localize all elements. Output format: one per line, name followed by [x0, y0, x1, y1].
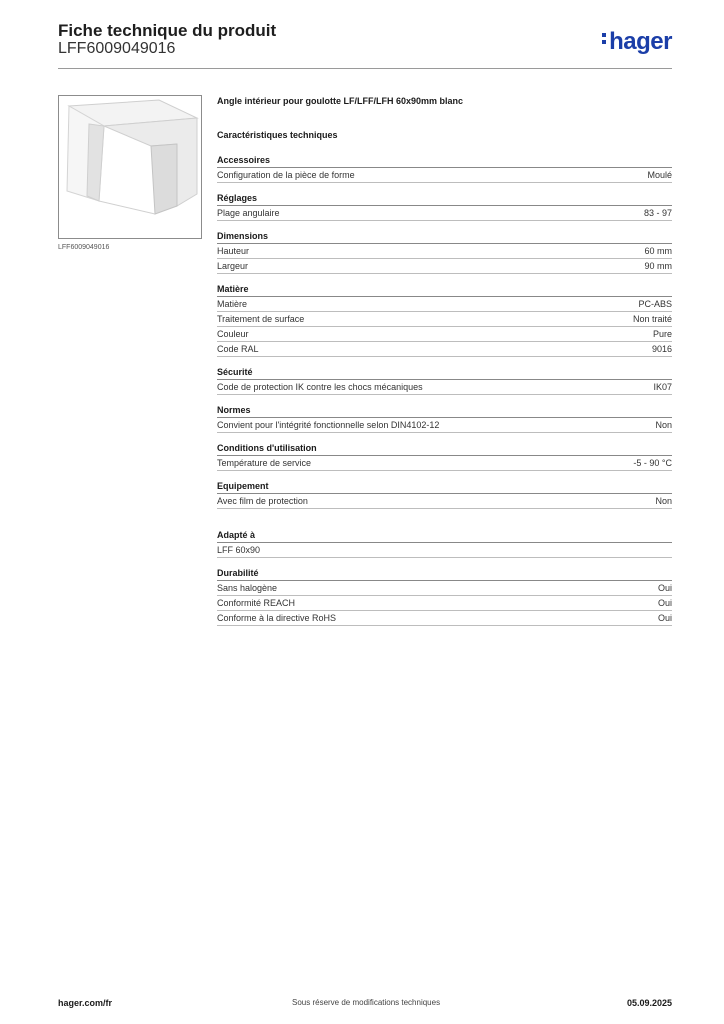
spec-group-conditions: [217, 443, 672, 471]
spec-row: [217, 418, 672, 433]
spec-row: [217, 581, 672, 596]
spec-row: [217, 206, 672, 221]
spec-row: [217, 327, 672, 342]
spec-group-normes: [217, 405, 672, 433]
spec-row: [217, 168, 672, 183]
footer-date: 05.09.2025: [626, 998, 672, 1008]
product-image: [58, 95, 202, 239]
hager-logo: [602, 28, 672, 56]
spec-label: Convient pour l'intégrité fonctionnelle selon DIN4102-12: [217, 420, 440, 430]
group-title: Réglages: [217, 193, 672, 206]
product-name: Angle intérieur pour goulotte LF/LFF/LFH 60x90mm blanc: [217, 96, 464, 106]
product-reference: LFF6009049016: [58, 40, 176, 57]
spec-row: [217, 596, 672, 611]
spec-value: Oui: [657, 598, 672, 608]
page-title: Fiche technique du produit: [58, 21, 277, 40]
logo-dots-icon: [602, 30, 607, 47]
spec-label: Couleur: [217, 329, 249, 339]
logo-text: hager: [609, 28, 672, 55]
spec-value: 60 mm: [644, 246, 672, 256]
spec-label: Traitement de surface: [217, 314, 305, 324]
spec-value: Oui: [657, 613, 672, 623]
spec-value: Pure: [652, 329, 672, 339]
group-title: Dimensions: [217, 231, 672, 244]
spec-label: Sans halogène: [217, 583, 278, 593]
group-title: Equipement: [217, 481, 672, 494]
spec-label: Configuration de la pièce de forme: [217, 170, 355, 180]
spec-label: Température de service: [217, 458, 312, 468]
spec-value: Oui: [657, 583, 672, 593]
spec-group-adapte: [217, 530, 672, 558]
group-title: Accessoires: [217, 155, 672, 168]
spec-label: Code de protection IK contre les chocs mécaniques: [217, 382, 423, 392]
spec-value: 9016: [651, 344, 672, 354]
spec-group-securite: [217, 367, 672, 395]
group-title: Normes: [217, 405, 672, 418]
spec-value: IK07: [653, 382, 672, 392]
spec-label: LFF 60x90: [217, 545, 261, 555]
spec-row: [217, 297, 672, 312]
spec-row: [217, 543, 672, 558]
group-title: Sécurité: [217, 367, 672, 380]
group-title: Matière: [217, 284, 672, 297]
spec-group-reglages: [217, 193, 672, 221]
spec-label: Code RAL: [217, 344, 259, 354]
spec-group-dimensions: [217, 231, 672, 274]
spec-label: Avec film de protection: [217, 496, 308, 506]
image-caption: LFF6009049016: [58, 244, 110, 251]
footer-disclaimer: Sous réserve de modifications techniques: [292, 998, 441, 1007]
spec-group-durabilite: [217, 568, 672, 626]
spec-group-equipement: [217, 481, 672, 509]
spec-label: Hauteur: [217, 246, 250, 256]
header-divider: [58, 68, 672, 69]
spec-label: Conformité REACH: [217, 598, 296, 608]
spec-value: PC-ABS: [638, 299, 672, 309]
corner-piece-illustration: [59, 96, 201, 238]
spec-value: Moulé: [647, 170, 672, 180]
spec-label: Matière: [217, 299, 248, 309]
spec-value: Non: [655, 420, 672, 430]
spec-row: [217, 244, 672, 259]
spec-value: Non: [655, 496, 672, 506]
spec-label: Conforme à la directive RoHS: [217, 613, 337, 623]
spec-value: 83 - 97: [643, 208, 672, 218]
spec-group-accessoires: [217, 155, 672, 183]
spec-label: Largeur: [217, 261, 249, 271]
spec-row: [217, 456, 672, 471]
group-title: Durabilité: [217, 568, 672, 581]
spec-content: [217, 96, 672, 636]
spec-row: [217, 259, 672, 274]
section-spacer: [217, 519, 672, 530]
spec-row: [217, 342, 672, 357]
footer-website-link[interactable]: hager.com/fr: [58, 998, 113, 1008]
tech-heading: Caractéristiques techniques: [217, 130, 338, 140]
group-title: Adapté à: [217, 530, 672, 543]
spec-row: [217, 380, 672, 395]
spec-row: [217, 494, 672, 509]
group-title: Conditions d'utilisation: [217, 443, 672, 456]
spec-label: Plage angulaire: [217, 208, 280, 218]
spec-value: 90 mm: [644, 261, 672, 271]
spec-row: [217, 611, 672, 626]
spec-group-matiere: [217, 284, 672, 357]
spec-value: Non traité: [632, 314, 672, 324]
spec-row: [217, 312, 672, 327]
spec-value: -5 - 90 °C: [633, 458, 672, 468]
